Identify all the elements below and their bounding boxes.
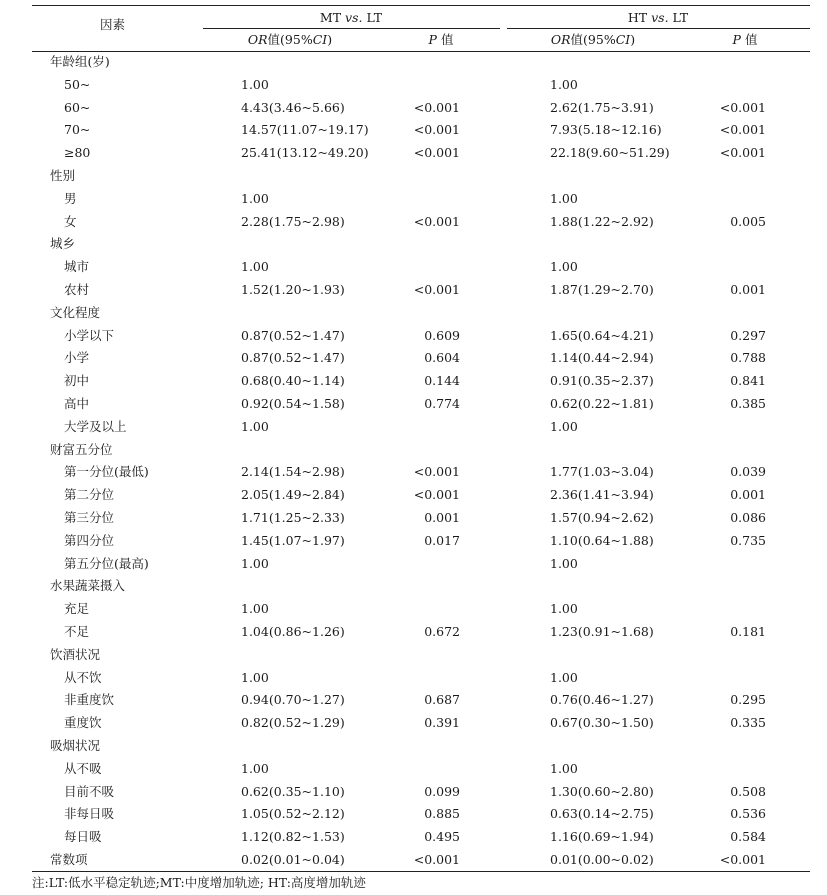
row-label: 第二分位 [64,487,115,502]
row-label: 男 [64,191,77,206]
row-label: 重度饮 [64,715,102,730]
or-ci-ht: 0.01(0.00~0.02) [550,852,654,867]
p-value-ht: 0.788 [730,350,766,365]
p-value-ht: 0.297 [730,328,766,343]
group-ht-suffix: LT [668,10,689,25]
table-top-rule [32,5,810,6]
or-ci-mt: 4.43(3.46~5.66) [241,100,345,115]
or-ci-ht: 1.30(0.60~2.80) [550,784,654,799]
or-header-mid: 值(95% [570,32,616,47]
p-value-ht: 0.584 [730,829,766,844]
or-ci-mt: 1.71(1.25~2.33) [241,510,345,525]
p-value-mt: 0.099 [424,784,460,799]
ht-group-rule [507,28,810,29]
p-value-mt: <0.001 [413,145,460,160]
group-ht-vs: vs. [651,10,669,25]
or-ci-ht: 1.23(0.91~1.68) [550,624,654,639]
p-value-ht: <0.001 [719,100,766,115]
p-value-ht: 0.735 [730,533,766,548]
p-value-mt: <0.001 [413,487,460,502]
p-value-ht: <0.001 [719,145,766,160]
or-ci-ht: 1.00 [550,191,578,206]
or-ci-mt: 0.87(0.52~1.47) [241,350,345,365]
row-label: 60~ [64,100,91,115]
row-label: 农村 [64,282,90,297]
or-ci-ht: 0.76(0.46~1.27) [550,692,654,707]
p-value-ht: 0.841 [730,373,766,388]
or-ci-ht: 0.91(0.35~2.37) [550,373,654,388]
group-mt-suffix: LT [362,10,383,25]
p-value-ht: 0.508 [730,784,766,799]
row-label: 充足 [64,601,90,616]
or-header-mt [248,32,332,48]
or-ci-ht: 1.00 [550,556,578,571]
or-header-mid: 值(95% [267,32,313,47]
or-ci-mt: 1.52(1.20~1.93) [241,282,345,297]
p-value-ht: 0.039 [730,464,766,479]
or-ci-mt: 1.00 [241,77,269,92]
row-label: 每日吸 [64,829,102,844]
group-mt-vs: vs. [345,10,363,25]
p-value-ht: <0.001 [719,122,766,137]
row-label: 女 [64,214,77,229]
row-label: 第五分位(最高) [64,556,149,571]
row-label: 目前不吸 [64,784,115,799]
p-header-p: P [428,32,437,47]
or-ci-mt: 1.00 [241,670,269,685]
p-value-mt: 0.774 [424,396,460,411]
row-label: ≥80 [64,145,91,160]
row-label: 大学及以上 [64,419,127,434]
row-label: 高中 [64,396,90,411]
or-ci-ht: 1.57(0.94~2.62) [550,510,654,525]
p-value-ht: 0.385 [730,396,766,411]
p-value-mt: <0.001 [413,214,460,229]
p-value-mt: <0.001 [413,100,460,115]
or-ci-ht: 1.00 [550,761,578,776]
group-label: 文化程度 [50,305,101,320]
p-header-p: P [732,32,741,47]
p-value-mt: 0.672 [424,624,460,639]
row-label: 小学 [64,350,90,365]
or-ci-ht: 1.00 [550,77,578,92]
or-ci-mt: 25.41(13.12~49.20) [241,145,369,160]
p-value-ht: 0.005 [730,214,766,229]
p-value-mt: <0.001 [413,852,460,867]
group-header-mt [320,10,382,26]
group-mt-prefix: MT [319,10,346,25]
header-bottom-rule [32,51,810,52]
or-header-ht [551,32,635,48]
p-value-ht: 0.001 [730,487,766,502]
p-value-mt: 0.687 [424,692,460,707]
or-header-ci: CI [312,32,328,47]
or-ci-ht: 7.93(5.18~12.16) [550,122,662,137]
or-ci-ht: 1.16(0.69~1.94) [550,829,654,844]
p-value-mt: 0.017 [424,533,460,548]
or-ci-mt: 0.02(0.01~0.04) [241,852,345,867]
or-ci-ht: 1.14(0.44~2.94) [550,350,654,365]
p-value-mt: <0.001 [413,282,460,297]
p-value-mt: 0.495 [424,829,460,844]
group-header-ht [628,10,688,26]
or-ci-ht: 1.00 [550,670,578,685]
row-label: 50~ [64,77,91,92]
or-ci-mt: 0.82(0.52~1.29) [241,715,345,730]
group-label: 性别 [50,168,76,183]
or-ci-ht: 1.10(0.64~1.88) [550,533,654,548]
p-value-ht: 0.536 [730,806,766,821]
or-ci-ht: 1.00 [550,259,578,274]
row-label: 第四分位 [64,533,115,548]
row-label: 城市 [64,259,90,274]
or-ci-mt: 2.28(1.75~2.98) [241,214,345,229]
or-header-ci: CI [615,32,631,47]
row-label: 从不饮 [64,670,102,685]
or-ci-mt: 0.62(0.35~1.10) [241,784,345,799]
or-ci-ht: 22.18(9.60~51.29) [550,145,670,160]
p-value-mt: <0.001 [413,464,460,479]
p-value-mt: 0.001 [424,510,460,525]
or-ci-mt: 1.00 [241,191,269,206]
group-label: 财富五分位 [50,442,113,457]
row-label: 初中 [64,373,90,388]
p-value-mt: 0.391 [424,715,460,730]
p-header-ht [733,32,758,48]
p-value-ht: 0.295 [730,692,766,707]
group-ht-prefix: HT [627,10,652,25]
or-ci-mt: 1.05(0.52~2.12) [241,806,345,821]
p-value-ht: 0.335 [730,715,766,730]
row-label: 小学以下 [64,328,115,343]
or-ci-ht: 1.87(1.29~2.70) [550,282,654,297]
group-label: 水果蔬菜摄入 [50,578,126,593]
or-ci-ht: 0.67(0.30~1.50) [550,715,654,730]
or-ci-mt: 1.12(0.82~1.53) [241,829,345,844]
or-ci-ht: 1.65(0.64~4.21) [550,328,654,343]
p-value-ht: 0.086 [730,510,766,525]
or-ci-ht: 1.88(1.22~2.92) [550,214,654,229]
p-value-mt: <0.001 [413,122,460,137]
p-header-mt [429,32,454,48]
row-label: 非每日吸 [64,806,115,821]
row-label: 70~ [64,122,91,137]
p-value-mt: 0.144 [424,373,460,388]
or-header-or: OR [247,32,268,47]
row-label: 从不吸 [64,761,102,776]
or-ci-mt: 1.04(0.86~1.26) [241,624,345,639]
table-footnote: 注:LT:低水平稳定轨迹;MT:中度增加轨迹; HT:高度增加轨迹 [32,875,366,890]
or-ci-mt: 1.00 [241,761,269,776]
or-ci-ht: 1.00 [550,601,578,616]
p-header-rest: 值 [436,32,454,47]
group-label: 城乡 [50,236,76,251]
constant-label: 常数项 [50,852,88,867]
row-label: 不足 [64,624,90,639]
group-label: 饮酒状况 [50,647,101,662]
row-label: 非重度饮 [64,692,115,707]
or-ci-mt: 1.45(1.07~1.97) [241,533,345,548]
or-header-or: OR [550,32,571,47]
or-ci-ht: 1.77(1.03~3.04) [550,464,654,479]
p-value-mt: 0.885 [424,806,460,821]
or-ci-ht: 2.62(1.75~3.91) [550,100,654,115]
group-label: 年龄组(岁) [50,54,110,69]
table-bottom-rule [32,871,810,872]
or-ci-mt: 14.57(11.07~19.17) [241,122,369,137]
or-ci-mt: 0.92(0.54~1.58) [241,396,345,411]
p-value-mt: 0.609 [424,328,460,343]
p-value-ht: <0.001 [719,852,766,867]
or-header-end: ) [630,32,636,47]
or-ci-mt: 1.00 [241,601,269,616]
or-header-end: ) [327,32,333,47]
or-ci-mt: 0.87(0.52~1.47) [241,328,345,343]
p-value-ht: 0.181 [730,624,766,639]
or-ci-ht: 2.36(1.41~3.94) [550,487,654,502]
row-label: 第一分位(最低) [64,464,149,479]
mt-group-rule [203,28,500,29]
group-label: 吸烟状况 [50,738,101,753]
or-ci-ht: 0.63(0.14~2.75) [550,806,654,821]
factor-header: 因素 [100,17,126,32]
or-ci-mt: 1.00 [241,556,269,571]
or-ci-mt: 1.00 [241,259,269,274]
or-ci-mt: 2.14(1.54~2.98) [241,464,345,479]
or-ci-mt: 0.68(0.40~1.14) [241,373,345,388]
or-ci-ht: 0.62(0.22~1.81) [550,396,654,411]
or-ci-mt: 1.00 [241,419,269,434]
or-ci-mt: 0.94(0.70~1.27) [241,692,345,707]
or-ci-ht: 1.00 [550,419,578,434]
p-value-ht: 0.001 [730,282,766,297]
p-header-rest: 值 [740,32,758,47]
p-value-mt: 0.604 [424,350,460,365]
row-label: 第三分位 [64,510,115,525]
or-ci-mt: 2.05(1.49~2.84) [241,487,345,502]
